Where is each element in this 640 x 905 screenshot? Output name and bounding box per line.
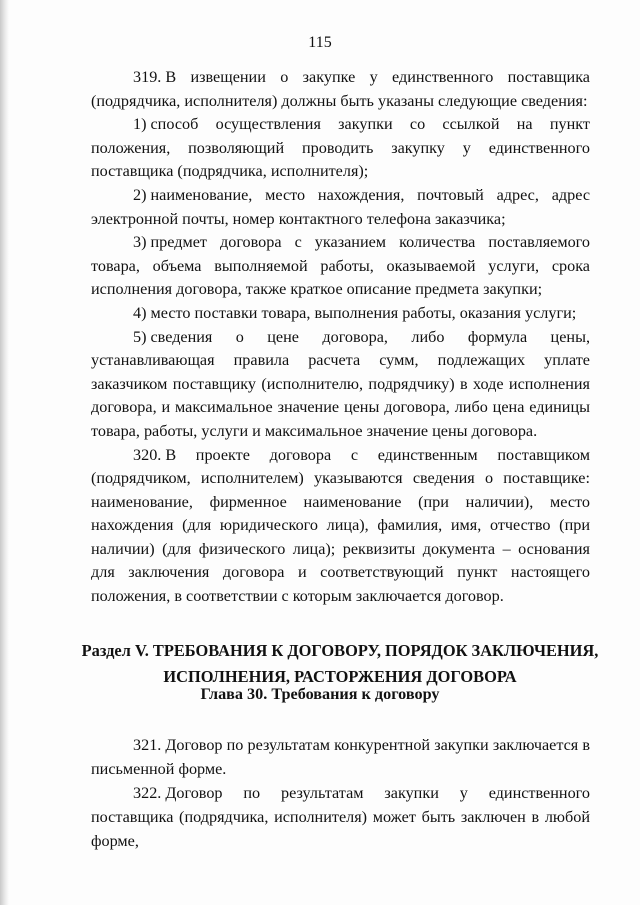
paragraph-text: Договор по результатам конкурентной закупки заключается в письменной форме. <box>91 736 590 778</box>
paragraph-number: 321. <box>133 736 162 754</box>
paragraph-text: Договор по результатам закупки у единственного поставщика (подрядчика, исполнителя) может быть заключен в любой форме, <box>91 784 590 850</box>
page-number: 115 <box>308 34 332 51</box>
scan-edge-shadow <box>0 0 9 905</box>
paragraph-320 <box>91 444 590 609</box>
list-item-1 <box>91 113 590 184</box>
paragraph-text: В извещении о закупке у единственного поставщика (подрядчика, исполнителя) должны быть указаны следующие сведения: <box>91 68 590 110</box>
chapter-heading: Глава 30. Требования к договору <box>200 685 440 703</box>
paragraph-number: 319. <box>133 68 162 86</box>
paragraph-321 <box>91 733 590 781</box>
section-heading: Раздел V. ТРЕБОВАНИЯ К ДОГОВОРУ, ПОРЯДОК ЗАКЛЮЧЕНИЯ, ИСПОЛНЕНИЯ, РАСТОРЖЕНИЯ ДОГОВОРА <box>81 641 599 686</box>
list-item-3 <box>91 231 590 302</box>
list-item-text: сведения о цене договора, либо формула цены, устанавливающая правила расчета сумм, подлежащих уплате заказчиком поставщику (исполнителю, подрядчику) в ходе исполнения договора, и максимальное значение цены договора, либо цена единицы товара, работы, услуги и максимальное значение цены договора. <box>91 327 590 440</box>
body-text-top <box>91 66 590 609</box>
list-item-5 <box>91 326 590 444</box>
list-item-number: 1) <box>133 115 147 134</box>
paragraph-319 <box>91 66 590 113</box>
list-item-number: 5) <box>133 327 147 346</box>
list-item-text: предмет договора с указанием количества поставляемого товара, объема выполняемой работы, оказываемой услуги, срока исполнения договора, также краткое описание предмета закупки; <box>91 233 590 299</box>
list-item-number: 4) <box>133 303 147 322</box>
paragraph-text: В проекте договора с единственным поставщиком (подрядчиком, исполнителем) указываются сведения о поставщике: наименование, фирменное наименование (при наличии), место нахождения (для юридического лица), фамилия, имя, отчество (при наличии) (для физического лица); реквизиты документа – основания для заключения договора и соответствующий пункт настоящего положения, в соответствии с которым заключается договор. <box>91 445 590 606</box>
list-item-text: способ осуществления закупки со ссылкой на пункт положения, позволяющий проводить закупку у единственного поставщика (подрядчика, исполнителя); <box>91 115 590 181</box>
list-item-2 <box>91 184 590 231</box>
list-item-4 <box>91 302 590 326</box>
paragraph-number: 322. <box>133 784 162 802</box>
paragraph-number: 320. <box>133 445 162 464</box>
list-item-text: место поставки товара, выполнения работы, оказания услуги; <box>150 303 577 322</box>
body-text-bottom <box>91 733 590 853</box>
list-item-text: наименование, место нахождения, почтовый адрес, адрес электронной почты, номер контактного телефона заказчика; <box>91 185 590 228</box>
paragraph-322 <box>91 781 590 853</box>
list-item-number: 2) <box>133 185 147 204</box>
list-item-number: 3) <box>133 233 147 252</box>
